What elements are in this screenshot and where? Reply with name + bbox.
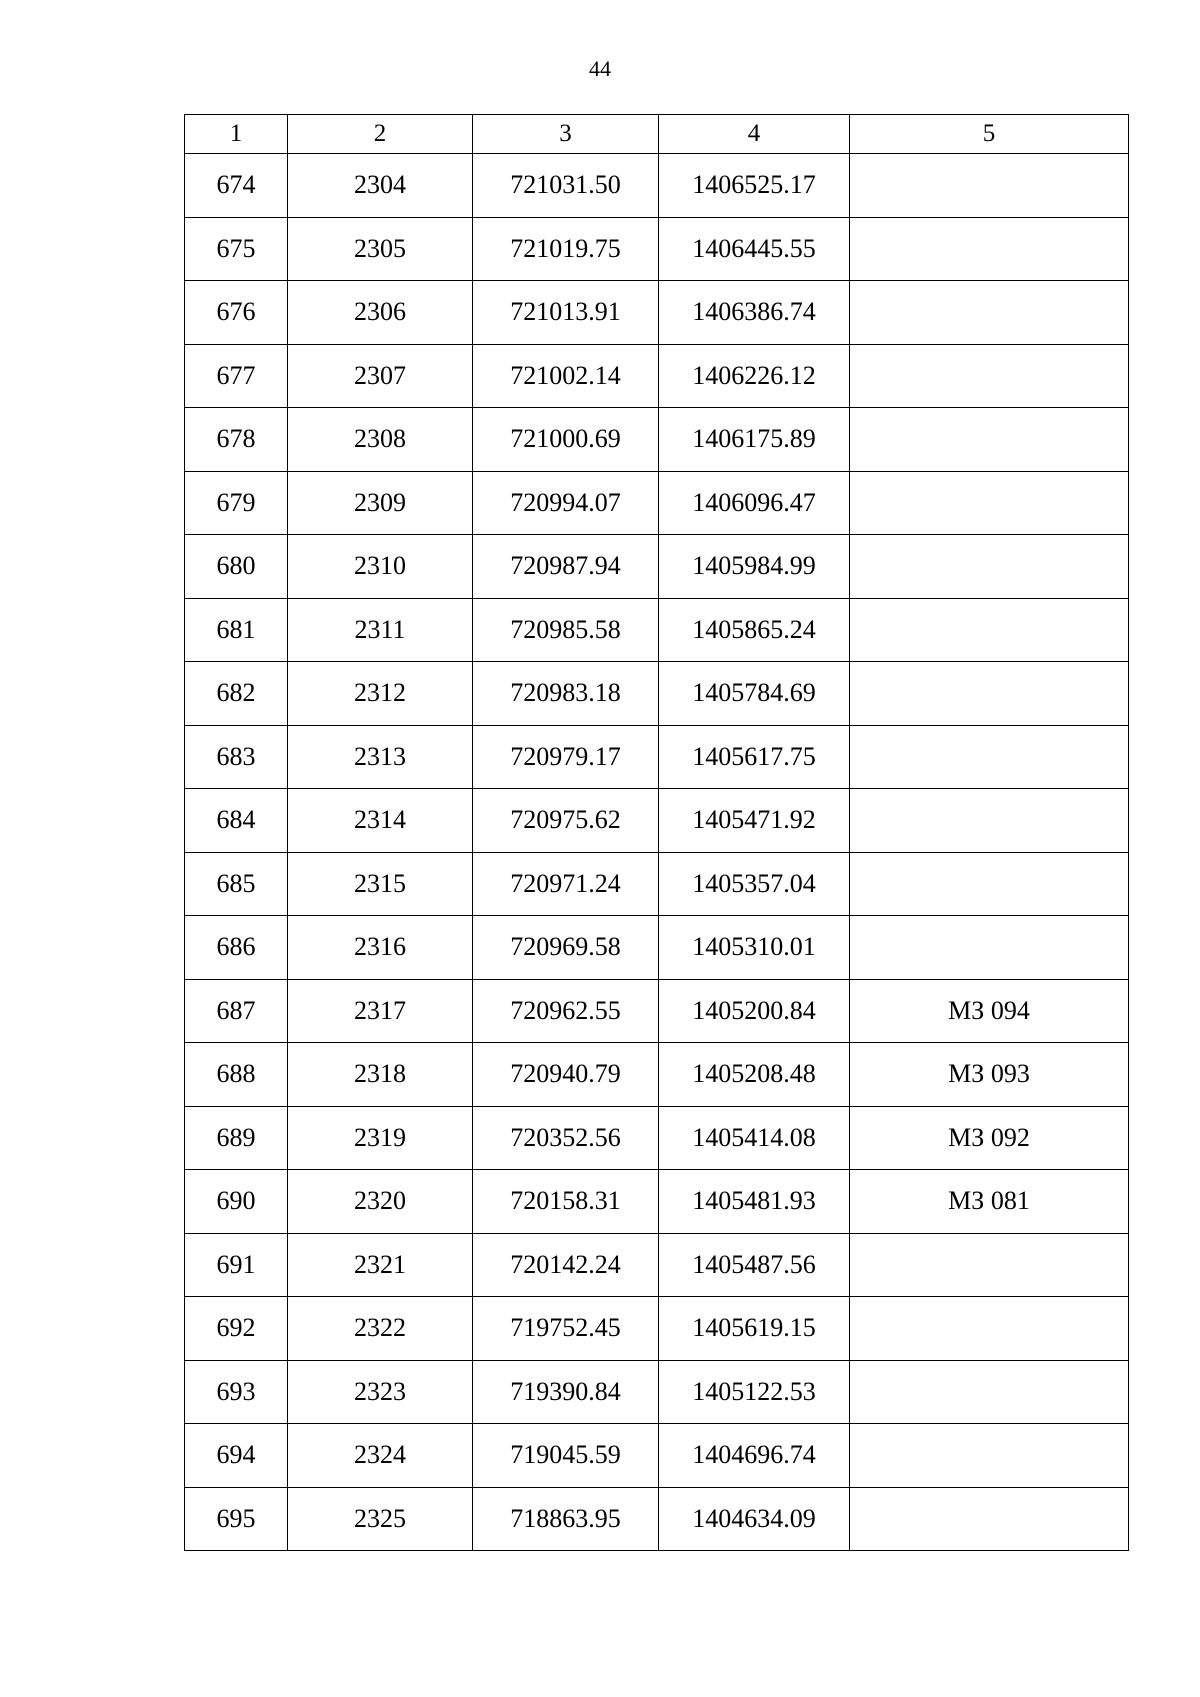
- y-coordinate-cell: 1406445.55: [659, 217, 850, 281]
- point-number-cell: 2321: [288, 1233, 473, 1297]
- note-cell: МЗ 093: [850, 1043, 1129, 1107]
- row-number-cell: 683: [185, 725, 288, 789]
- x-coordinate-cell: 720975.62: [473, 789, 659, 853]
- note-cell: [850, 344, 1129, 408]
- x-coordinate-cell: 720962.55: [473, 979, 659, 1043]
- point-number-cell: 2308: [288, 408, 473, 472]
- page-number: 44: [589, 56, 611, 81]
- x-coordinate-cell: 721002.14: [473, 344, 659, 408]
- point-number-cell: 2325: [288, 1487, 473, 1551]
- header-cell-3: 3: [473, 115, 659, 154]
- x-coordinate-cell: 721013.91: [473, 281, 659, 345]
- note-cell: [850, 852, 1129, 916]
- y-coordinate-cell: 1405487.56: [659, 1233, 850, 1297]
- note-cell: [850, 1233, 1129, 1297]
- row-number-cell: 674: [185, 154, 288, 218]
- row-number-cell: 681: [185, 598, 288, 662]
- point-number-cell: 2307: [288, 344, 473, 408]
- x-coordinate-cell: 720987.94: [473, 535, 659, 599]
- table-row: [185, 979, 1129, 1043]
- table-row: [185, 1170, 1129, 1234]
- y-coordinate-cell: 1405122.53: [659, 1360, 850, 1424]
- table-body: [185, 154, 1129, 1551]
- y-coordinate-cell: 1405619.15: [659, 1297, 850, 1361]
- note-cell: [850, 662, 1129, 726]
- table-row: [185, 662, 1129, 726]
- table-row: [185, 471, 1129, 535]
- table-header: [185, 115, 1129, 154]
- table-row: [185, 281, 1129, 345]
- note-cell: [850, 1487, 1129, 1551]
- note-cell: МЗ 094: [850, 979, 1129, 1043]
- note-cell: [850, 154, 1129, 218]
- x-coordinate-cell: 719752.45: [473, 1297, 659, 1361]
- note-cell: [850, 598, 1129, 662]
- note-cell: [850, 1360, 1129, 1424]
- row-number-cell: 686: [185, 916, 288, 980]
- point-number-cell: 2309: [288, 471, 473, 535]
- table-row: [185, 344, 1129, 408]
- point-number-cell: 2318: [288, 1043, 473, 1107]
- point-number-cell: 2322: [288, 1297, 473, 1361]
- y-coordinate-cell: 1406096.47: [659, 471, 850, 535]
- note-cell: [850, 1297, 1129, 1361]
- table-row: [185, 535, 1129, 599]
- note-cell: МЗ 081: [850, 1170, 1129, 1234]
- table-row: [185, 1106, 1129, 1170]
- y-coordinate-cell: 1405471.92: [659, 789, 850, 853]
- table-row: [185, 154, 1129, 218]
- table-row: [185, 1297, 1129, 1361]
- x-coordinate-cell: 719045.59: [473, 1424, 659, 1488]
- row-number-cell: 687: [185, 979, 288, 1043]
- note-cell: [850, 471, 1129, 535]
- row-number-cell: 678: [185, 408, 288, 472]
- x-coordinate-cell: 720979.17: [473, 725, 659, 789]
- y-coordinate-cell: 1406175.89: [659, 408, 850, 472]
- x-coordinate-cell: 721000.69: [473, 408, 659, 472]
- y-coordinate-cell: 1406525.17: [659, 154, 850, 218]
- table-row: [185, 725, 1129, 789]
- point-number-cell: 2305: [288, 217, 473, 281]
- point-number-cell: 2306: [288, 281, 473, 345]
- table-row: [185, 1043, 1129, 1107]
- row-number-cell: 676: [185, 281, 288, 345]
- point-number-cell: 2319: [288, 1106, 473, 1170]
- point-number-cell: 2320: [288, 1170, 473, 1234]
- table-row: [185, 852, 1129, 916]
- row-number-cell: 682: [185, 662, 288, 726]
- row-number-cell: 685: [185, 852, 288, 916]
- note-cell: [850, 725, 1129, 789]
- x-coordinate-cell: 720969.58: [473, 916, 659, 980]
- point-number-cell: 2323: [288, 1360, 473, 1424]
- y-coordinate-cell: 1405865.24: [659, 598, 850, 662]
- note-cell: [850, 789, 1129, 853]
- row-number-cell: 691: [185, 1233, 288, 1297]
- header-row: [185, 115, 1129, 154]
- row-number-cell: 675: [185, 217, 288, 281]
- y-coordinate-cell: 1405208.48: [659, 1043, 850, 1107]
- point-number-cell: 2314: [288, 789, 473, 853]
- y-coordinate-cell: 1404696.74: [659, 1424, 850, 1488]
- table-row: [185, 789, 1129, 853]
- x-coordinate-cell: 720352.56: [473, 1106, 659, 1170]
- table-row: [185, 1360, 1129, 1424]
- x-coordinate-cell: 720158.31: [473, 1170, 659, 1234]
- note-cell: [850, 217, 1129, 281]
- y-coordinate-cell: 1405200.84: [659, 979, 850, 1043]
- row-number-cell: 688: [185, 1043, 288, 1107]
- table-row: [185, 408, 1129, 472]
- table-row: [185, 1424, 1129, 1488]
- table-row: [185, 217, 1129, 281]
- row-number-cell: 695: [185, 1487, 288, 1551]
- note-cell: [850, 916, 1129, 980]
- note-cell: МЗ 092: [850, 1106, 1129, 1170]
- y-coordinate-cell: 1404634.09: [659, 1487, 850, 1551]
- point-number-cell: 2317: [288, 979, 473, 1043]
- x-coordinate-cell: 718863.95: [473, 1487, 659, 1551]
- x-coordinate-cell: 720985.58: [473, 598, 659, 662]
- table-row: [185, 1233, 1129, 1297]
- y-coordinate-cell: 1406386.74: [659, 281, 850, 345]
- x-coordinate-cell: 720142.24: [473, 1233, 659, 1297]
- coordinates-table: [184, 114, 1129, 1551]
- row-number-cell: 684: [185, 789, 288, 853]
- row-number-cell: 680: [185, 535, 288, 599]
- header-cell-2: 2: [288, 115, 473, 154]
- point-number-cell: 2315: [288, 852, 473, 916]
- row-number-cell: 677: [185, 344, 288, 408]
- note-cell: [850, 408, 1129, 472]
- note-cell: [850, 1424, 1129, 1488]
- row-number-cell: 690: [185, 1170, 288, 1234]
- x-coordinate-cell: 721019.75: [473, 217, 659, 281]
- y-coordinate-cell: 1406226.12: [659, 344, 850, 408]
- note-cell: [850, 535, 1129, 599]
- x-coordinate-cell: 721031.50: [473, 154, 659, 218]
- point-number-cell: 2312: [288, 662, 473, 726]
- table-row: [185, 598, 1129, 662]
- y-coordinate-cell: 1405310.01: [659, 916, 850, 980]
- point-number-cell: 2310: [288, 535, 473, 599]
- y-coordinate-cell: 1405784.69: [659, 662, 850, 726]
- header-cell-1: 1: [185, 115, 288, 154]
- point-number-cell: 2304: [288, 154, 473, 218]
- y-coordinate-cell: 1405984.99: [659, 535, 850, 599]
- header-cell-5: 5: [850, 115, 1129, 154]
- header-cell-4: 4: [659, 115, 850, 154]
- x-coordinate-cell: 719390.84: [473, 1360, 659, 1424]
- y-coordinate-cell: 1405481.93: [659, 1170, 850, 1234]
- x-coordinate-cell: 720983.18: [473, 662, 659, 726]
- note-cell: [850, 281, 1129, 345]
- row-number-cell: 694: [185, 1424, 288, 1488]
- point-number-cell: 2324: [288, 1424, 473, 1488]
- row-number-cell: 679: [185, 471, 288, 535]
- row-number-cell: 689: [185, 1106, 288, 1170]
- y-coordinate-cell: 1405414.08: [659, 1106, 850, 1170]
- x-coordinate-cell: 720971.24: [473, 852, 659, 916]
- x-coordinate-cell: 720994.07: [473, 471, 659, 535]
- table-row: [185, 916, 1129, 980]
- point-number-cell: 2311: [288, 598, 473, 662]
- point-number-cell: 2316: [288, 916, 473, 980]
- y-coordinate-cell: 1405357.04: [659, 852, 850, 916]
- row-number-cell: 693: [185, 1360, 288, 1424]
- y-coordinate-cell: 1405617.75: [659, 725, 850, 789]
- x-coordinate-cell: 720940.79: [473, 1043, 659, 1107]
- point-number-cell: 2313: [288, 725, 473, 789]
- row-number-cell: 692: [185, 1297, 288, 1361]
- table-row: [185, 1487, 1129, 1551]
